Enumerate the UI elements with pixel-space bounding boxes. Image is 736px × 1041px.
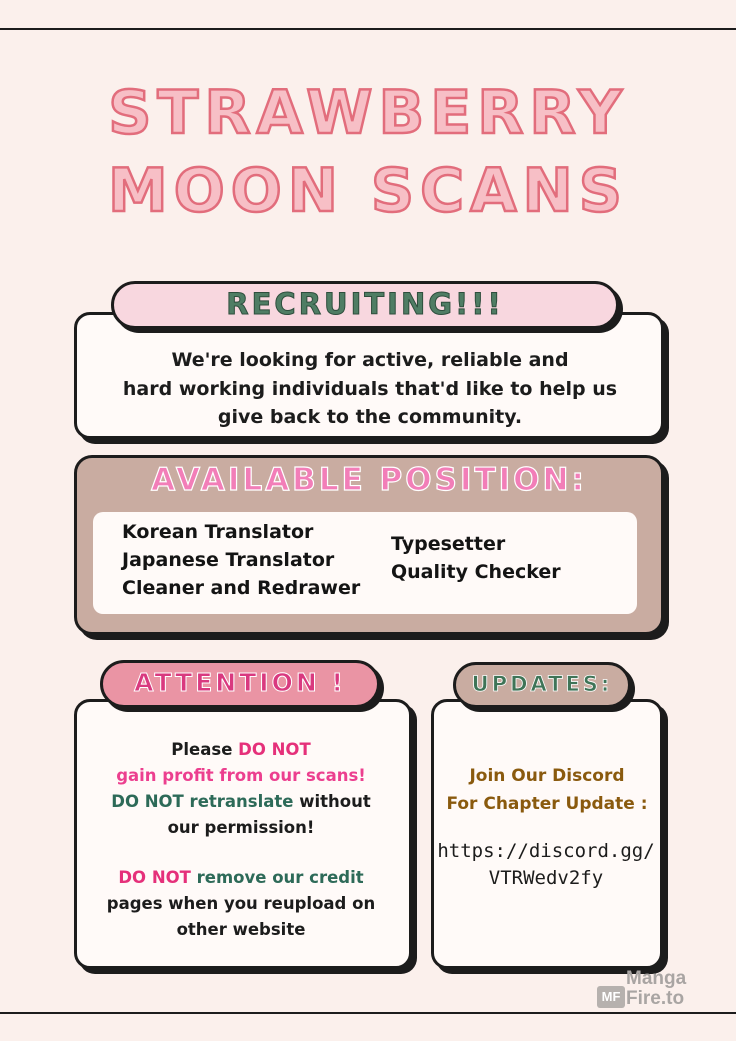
position-korean-translator: Korean Translator bbox=[122, 521, 314, 543]
recruiting-message bbox=[90, 346, 650, 432]
recruiting-line-3: give back to the community. bbox=[217, 406, 523, 428]
updates-card bbox=[431, 699, 663, 969]
attention-line-7: other website bbox=[176, 920, 306, 939]
title-line-2: MOON SCANS bbox=[108, 156, 628, 226]
discord-link-line-1[interactable]: https://discord.gg/ bbox=[437, 840, 655, 862]
watermark-logo-icon: MF bbox=[597, 986, 625, 1008]
positions-heading: AVAILABLE POSITION: bbox=[151, 462, 587, 498]
attention-line-6: pages when you reupload on bbox=[106, 894, 376, 913]
attention-line-4: our permission! bbox=[167, 818, 315, 837]
attention-message bbox=[78, 737, 404, 943]
position-cleaner-redrawer: Cleaner and Redrawer bbox=[122, 577, 361, 599]
watermark-line-1: Manga bbox=[626, 968, 687, 989]
bottom-rule bbox=[0, 1012, 736, 1014]
title-line-1: STRAWBERRY bbox=[108, 78, 628, 148]
attention-spacer bbox=[78, 841, 404, 865]
recruiting-line-1: We're looking for active, reliable and bbox=[171, 349, 569, 371]
attention-line-5: DO NOT remove our credit bbox=[118, 868, 364, 887]
attention-line-3: DO NOT retranslate without bbox=[111, 792, 371, 811]
updates-line-2: For Chapter Update : bbox=[446, 794, 648, 814]
discord-link[interactable] bbox=[432, 838, 660, 892]
attention-line-1: Please DO NOT bbox=[171, 740, 311, 759]
watermark-line-2: Fire.to bbox=[626, 988, 685, 1009]
position-typesetter: Typesetter bbox=[391, 533, 506, 555]
positions-left-column bbox=[122, 518, 360, 602]
attention-line-2: gain profit from our scans! bbox=[116, 766, 366, 785]
positions-right-column bbox=[391, 530, 561, 586]
updates-heading: UPDATES: bbox=[453, 662, 631, 708]
position-quality-checker: Quality Checker bbox=[391, 561, 561, 583]
discord-link-line-2[interactable]: VTRWedv2fy bbox=[488, 867, 604, 889]
recruiting-heading: RECRUITING!!! bbox=[111, 281, 619, 329]
attention-heading: ATTENTION ! bbox=[100, 660, 380, 708]
updates-line-1: Join Our Discord bbox=[469, 766, 625, 786]
position-japanese-translator: Japanese Translator bbox=[122, 549, 335, 571]
top-rule bbox=[0, 28, 736, 30]
updates-message bbox=[434, 762, 660, 818]
recruiting-line-2: hard working individuals that'd like to help us bbox=[122, 377, 618, 400]
